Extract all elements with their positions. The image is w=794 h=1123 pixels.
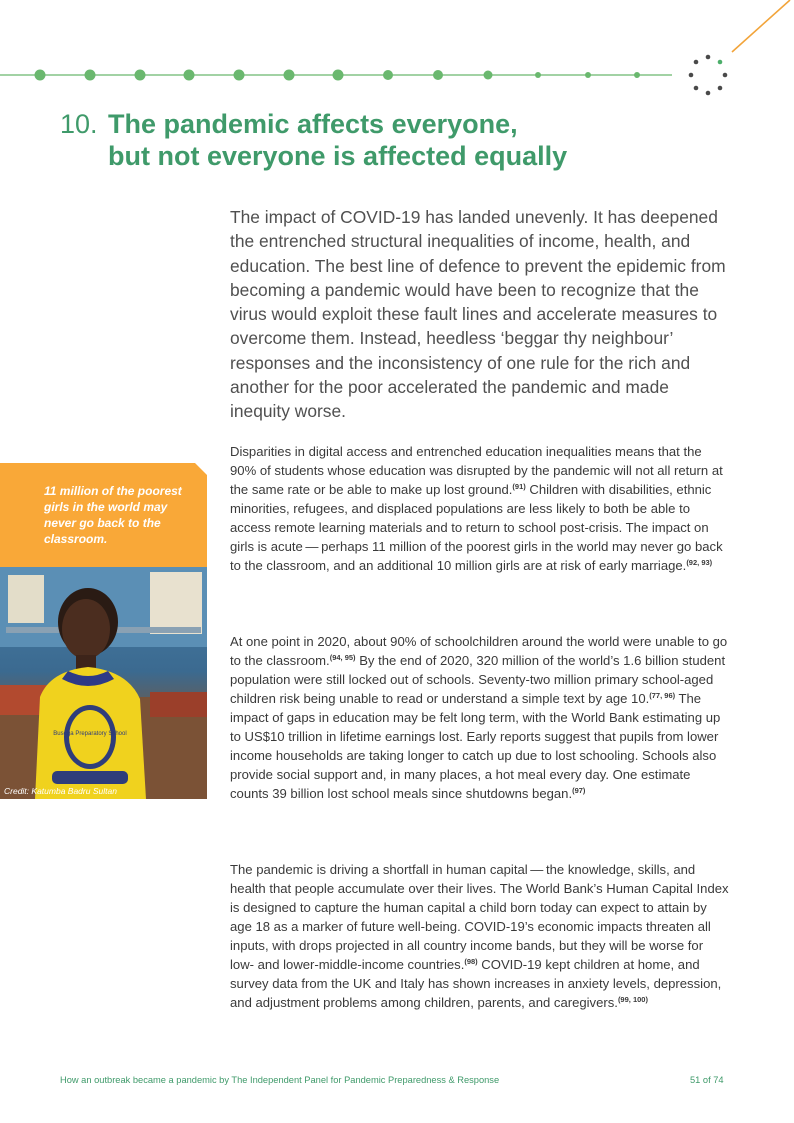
timeline-dot [634,72,640,78]
student-photo-illustration [0,567,207,799]
reference-92-93: (92, 93) [686,558,713,567]
body-paragraph-3 [230,860,730,1012]
para-2-text-c: The impact of gaps in education may be felt long term, with the World Bank estimating up to US$10 trillion in lifetime earnings lost. Early reports suggest that pupils from lower income households are taking longer to catch up due to lost schooling. Schools also provide social support and, in many places, a hot meal every day. One estimate counts 39 billion lost school meals since shutdowns began. [230,691,721,801]
timeline-dot [35,70,46,81]
timeline-dot [234,70,245,81]
timeline-dot [484,71,493,80]
footer-document-title: How an outbreak became a pandemic by The Independent Panel for Pandemic Preparedness & Response [60,1075,500,1085]
timeline-dot [184,70,195,81]
para-1-text-a: Disparities in digital access and entrenched education inequalities means that the 90% of students whose education was disrupted by the pandemic will not all return at the same rate or be able to make up lost ground. [230,444,723,497]
chapter-title-line-1: The pandemic affects everyone, [108,109,518,139]
dot-ring-icon [689,55,728,96]
reference-77-96: (77, 96) [649,691,676,700]
body-paragraph-1 [230,442,730,575]
page-number: 51 of 74 [690,1075,724,1085]
pull-quote-box [0,463,207,567]
chapter-number: 10. [60,109,98,139]
para-2-text-b: By the end of 2020, 320 million of the world’s 1.6 billion student population were still locked out of schools. Seventy-two million primary school-aged children risk being unable to read or understand a simple text by age 10. [230,653,726,706]
timeline-dot [433,70,443,80]
timeline-dot [535,72,541,78]
timeline-dot [333,70,344,81]
timeline-dot [383,70,393,80]
timeline-dot [135,70,146,81]
body-paragraph-2 [230,632,730,803]
chapter-title [108,108,567,172]
para-3-text-a: The pandemic is driving a shortfall in human capital — the knowledge, skills, and health that people accumulate over their lives. The World Bank’s Human Capital Index is designed to capture the human capital a child born today can expect to attain by age 18 as a marker of future well-being. COVID-19’s economic impacts threaten all inputs, with drops projected in all country income bands, but they will be worse for low- and lower-middle-income countries. [230,862,729,972]
lead-paragraph: The impact of COVID-19 has landed unevenly. It has deepened the entrenched structural inequalities of income, health, and education. The best line of defence to prevent the epidemic from becoming a pandemic would have been to recognize that the virus would exploit these fault lines and accelerate measures to overcome them. Instead, heedless ‘beggar thy neighbour’ responses and the inconsistency of one rule for the rich and another for the poor accelerated the pandemic and made inequity worse. [230,207,726,422]
reference-91: (91) [512,482,526,491]
pull-quote: 11 million of the poorest girls in the world may never go back to the classroom. [44,484,182,546]
orange-diagonal-line [732,0,790,52]
student-photo [0,567,207,799]
timeline-dot [284,70,295,81]
timeline-dot [85,70,96,81]
reference-97: (97) [572,786,586,795]
reference-99-100: (99, 100) [617,995,648,1004]
photo-credit: Credit: Katumba Badru Sultan [4,786,117,796]
para-2-text-a: At one point in 2020, about 90% of schoolchildren around the world were unable to go to the classroom. [230,634,728,668]
reference-98: (98) [464,957,478,966]
para-3-text-b: COVID-19 kept children at home, and survey data from the UK and Italy has shown increases in anxiety levels, depression, and adjustment problems among children, parents, and caregivers. [230,957,722,1010]
timeline-dot [585,72,591,78]
header-decoration [0,0,794,110]
school-badge-label: Busega Preparatory School [53,731,127,737]
reference-94-95: (94, 95) [329,653,356,662]
para-1-text-b: Children with disabilities, ethnic minorities, refugees, and displaced populations are less likely to both be able to access remote learning materials and to return to school post-crisis. The impact on girls is acute — perhaps 11 million of the poorest girls in the world may never go back to the classroom, and an additional 10 million girls are at risk of early marriage. [230,482,723,573]
chapter-title-line-2: but not everyone is affected equally [108,141,568,171]
